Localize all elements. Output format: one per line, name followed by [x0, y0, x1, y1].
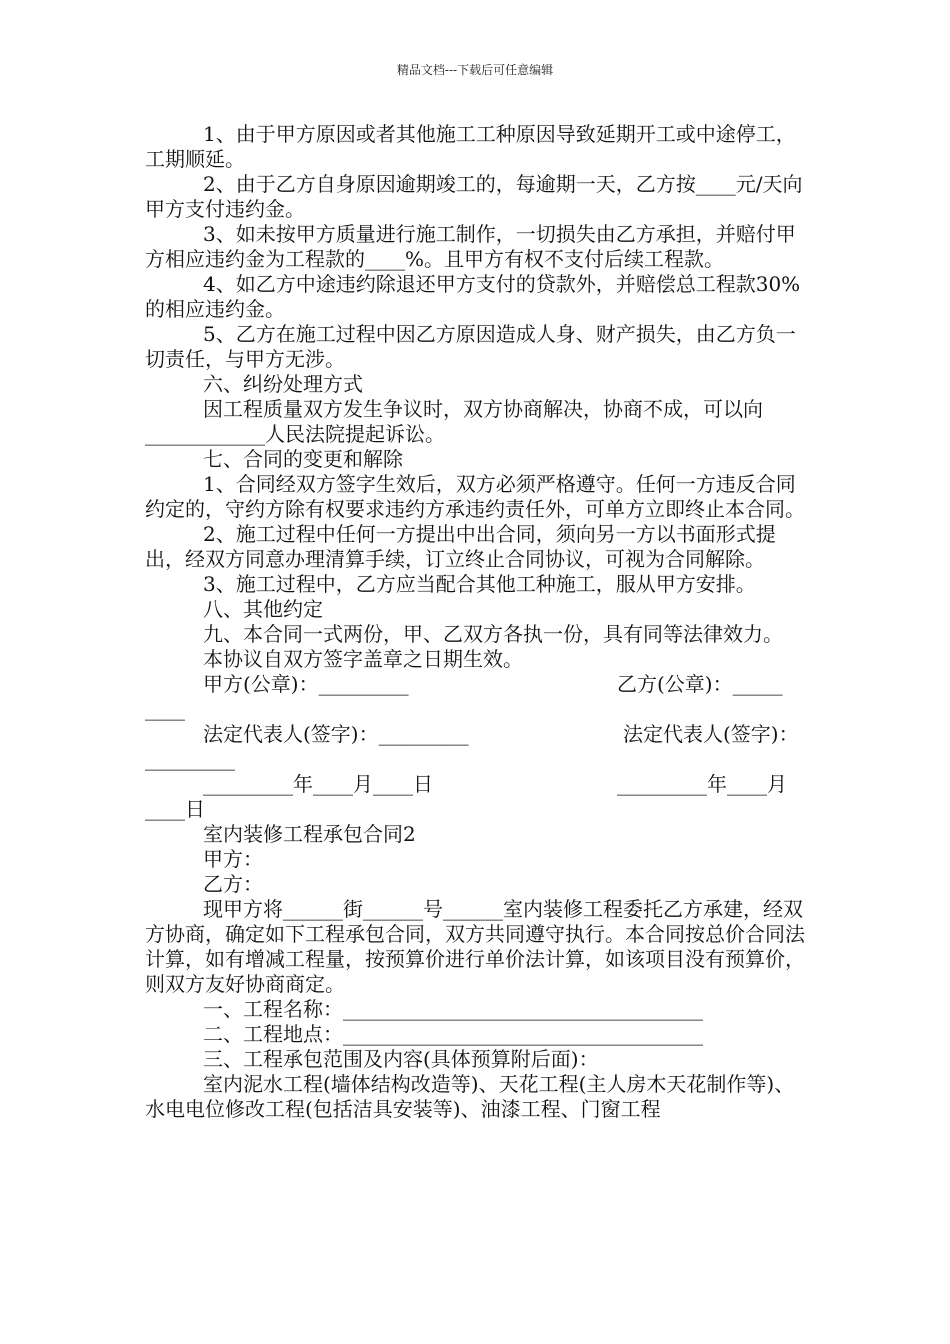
party-a-seal: 甲方(公章)：_________ — [203, 672, 409, 696]
contract2-intro: 现甲方将______街______号______室内装修工程委托乙方承建，经双方协商，确定如下工程承包合同，双方共同遵守执行。本合同按总价合同法计算，如有增减工程量，按预算价进行单价法计算，如该项目没有预算价，则双方友好协商商定。 — [145, 897, 805, 996]
clause-1: 1、由于甲方原因或者其他施工工种原因导致延期开工或中途停工，工期顺延。 — [145, 122, 796, 171]
effective-clause: 本协议自双方签字盖章之日期生效。 — [203, 647, 523, 671]
contract2-title: 室内装修工程承包合同2 — [203, 822, 416, 846]
contract2-item-name: 一、工程名称：____________________________________ — [203, 997, 703, 1021]
clause-3: 3、如未按甲方质量进行施工制作，一切损失由乙方承担，并赔付甲方相应违约金为工程款的____%。且甲方有权不支付后续工程款。 — [145, 222, 796, 271]
rep-b-sign-cont: _________ — [145, 747, 235, 771]
document-body — [145, 122, 810, 1122]
section-9-clause: 九、本合同一式两份，甲、乙双方各执一份，具有同等法律效力。 — [203, 622, 783, 646]
signature-row-rep-cont — [145, 747, 810, 772]
contract2-party-a: 甲方： — [203, 847, 263, 871]
rep-a-sign: 法定代表人(签字)：_________ — [203, 722, 469, 746]
page-header: 精品文档---下载后可任意编辑 — [396, 63, 554, 77]
party-b-seal: 乙方(公章)：_____ — [617, 672, 783, 696]
signature-row-date — [145, 772, 810, 797]
party-b-seal-cont: ____ — [145, 697, 185, 721]
change-clause-2: 2、施工过程中任何一方提出中出合同，须向另一方以书面形式提出，经双方同意办理清算手续，订立终止合同协议，可视为合同解除。 — [145, 522, 776, 571]
dispute-clause: 因工程质量双方发生争议时，双方协商解决，协商不成，可以向____________人民法院提起诉讼。 — [145, 397, 763, 446]
clause-2: 2、由于乙方自身原因逾期竣工的，每逾期一天，乙方按____元/天向甲方支付违约金。 — [145, 172, 803, 221]
contract2-item-scope: 三、工程承包范围及内容(具体预算附后面)： — [203, 1047, 599, 1071]
signature-row-party — [145, 672, 810, 697]
signature-row-date-cont — [145, 797, 810, 822]
date-a: _________年____月____日 — [203, 772, 433, 796]
contract2-scope-text: 室内泥水工程(墙体结构改造等)、天花工程(主人房木天花制作等)、水电电位修改工程(包括洁具安装等)、油漆工程、门窗工程 — [145, 1072, 795, 1121]
contract2-item-location: 二、工程地点：____________________________________ — [203, 1022, 703, 1046]
section-heading-8: 八、其他约定 — [203, 597, 323, 621]
section-heading-7: 七、合同的变更和解除 — [203, 447, 403, 471]
contract2-party-b: 乙方： — [203, 872, 263, 896]
change-clause-3: 3、施工过程中，乙方应当配合其他工种施工，服从甲方安排。 — [203, 572, 756, 596]
rep-b-sign: 法定代表人(签字)： — [623, 722, 799, 746]
date-b-cont: ____日 — [145, 797, 205, 821]
section-heading-6: 六、纠纷处理方式 — [203, 372, 363, 396]
signature-row-party-cont — [145, 697, 810, 722]
signature-row-rep — [145, 722, 810, 747]
change-clause-1: 1、合同经双方签字生效后，双方必须严格遵守。任何一方违反合同约定的，守约方除有权要求违约方承违约责任外，可单方立即终止本合同。 — [145, 472, 805, 521]
clause-4: 4、如乙方中途违约除退还甲方支付的贷款外，并赔偿总工程款30%的相应违约金。 — [145, 272, 801, 321]
clause-5: 5、乙方在施工过程中因乙方原因造成人身、财产损失，由乙方负一切责任，与甲方无涉。 — [145, 322, 796, 371]
date-b: _________年____月 — [617, 772, 787, 796]
